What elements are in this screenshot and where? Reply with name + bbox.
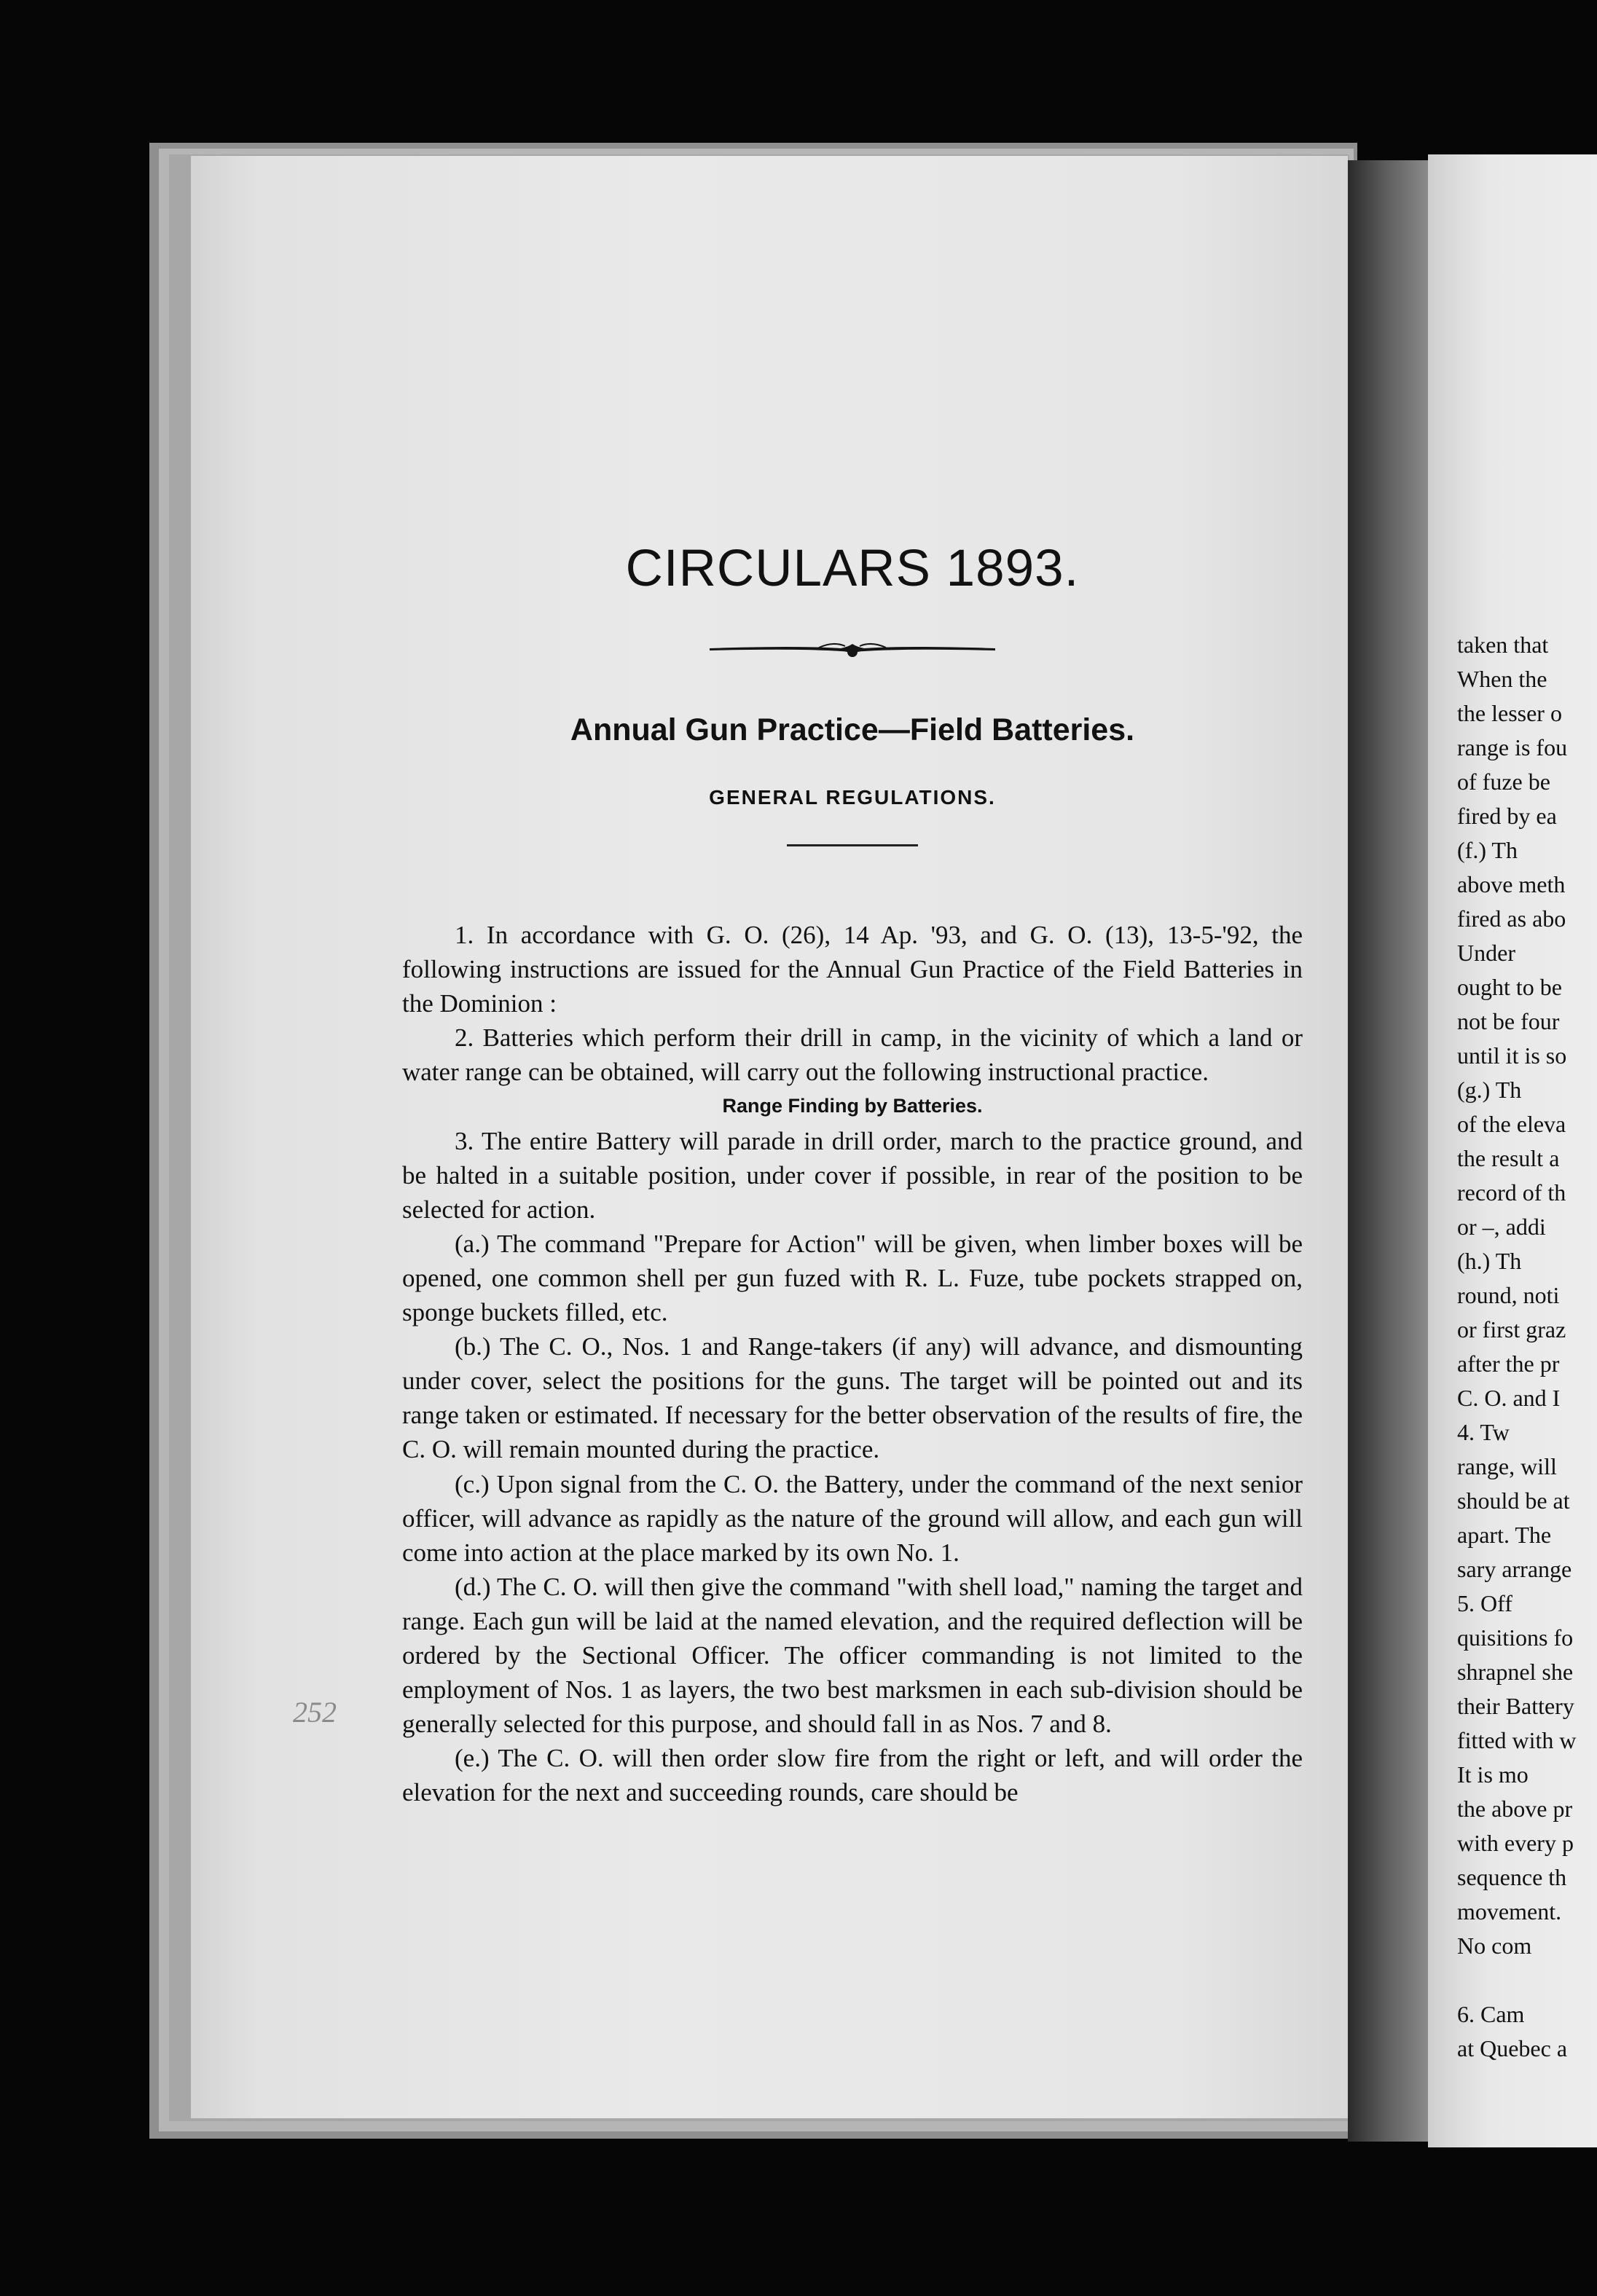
right-page-line: the lesser o bbox=[1457, 700, 1562, 726]
right-page-line: of the eleva bbox=[1457, 1111, 1566, 1137]
right-page-line bbox=[1457, 1963, 1597, 1997]
right-page-line: should be at bbox=[1457, 1487, 1570, 1514]
right-page-line: (f.) Th bbox=[1457, 837, 1518, 863]
right-page-line: 5. Off bbox=[1457, 1590, 1512, 1616]
paragraph-3d: (d.) The C. O. will then give the command "with shell load," naming the target and range. Each gun will be laid at the named elevation, and the required deflection will be ordered by the Sectional Officer. The officer commanding is not limited to the employment of Nos. 1 as layers, the two best marksmen in each sub-division should be generally selected for this purpose, and should fall in as Nos. 7 and 8. bbox=[402, 1572, 1303, 1739]
right-page-line: round, noti bbox=[1457, 1282, 1560, 1308]
right-page-line: record of th bbox=[1457, 1179, 1566, 1206]
right-page-line: When the bbox=[1457, 666, 1547, 692]
right-page-line: not be four bbox=[1457, 1008, 1560, 1034]
paragraph-3c: (c.) Upon signal from the C. O. the Battery, under the command of the next senior officer, will advance as rapidly as the nature of the ground will allow, and each gun will come into action at the place marked by its own No. 1. bbox=[402, 1469, 1303, 1567]
margin-handwritten-note: 252 bbox=[293, 1696, 337, 1729]
right-page-line: apart. The bbox=[1457, 1522, 1552, 1548]
section-heading: GENERAL REGULATIONS. bbox=[709, 786, 996, 809]
right-page-line: until it is so bbox=[1457, 1042, 1567, 1069]
right-page-line: 4. Tw bbox=[1457, 1419, 1510, 1445]
right-page-text bbox=[1457, 628, 1597, 2066]
right-page-line: or –, addi bbox=[1457, 1214, 1546, 1240]
paragraph-3b: (b.) The C. O., Nos. 1 and Range-takers (if any) will advance, and dismounting under cover, select the positions for the guns. The target will be pointed out and its range taken or estimated. If necessary for the better observation of the results of fire, the C. O. will remain mounted during the practice. bbox=[402, 1332, 1303, 1464]
right-page-line: at Quebec a bbox=[1457, 2035, 1568, 2061]
right-page-line: C. O. and I bbox=[1457, 1385, 1561, 1411]
right-page-line: No com bbox=[1457, 1933, 1532, 1959]
right-page-line: after the pr bbox=[1457, 1351, 1560, 1377]
body-text bbox=[402, 918, 1303, 1809]
paragraph-3a: (a.) The command "Prepare for Action" will be given, when limber boxes will be opened, one common shell per gun fuzed with R. L. Fuze, tube pockets strapped on, sponge buckets filled, etc. bbox=[402, 1229, 1303, 1327]
paragraph-3e: (e.) The C. O. will then order slow fire from the right or left, and will order the elevation for the next and succeeding rounds, care should be bbox=[402, 1744, 1303, 1807]
right-page-line: with every p bbox=[1457, 1830, 1574, 1856]
right-page-line: fitted with w bbox=[1457, 1727, 1577, 1753]
right-page-line: their Battery bbox=[1457, 1693, 1574, 1719]
left-page-content bbox=[402, 0, 1303, 2296]
right-page-line: (h.) Th bbox=[1457, 1248, 1522, 1274]
right-page-line: above meth bbox=[1457, 871, 1566, 897]
ornament-divider-icon bbox=[710, 632, 995, 667]
right-page-line: movement. bbox=[1457, 1898, 1562, 1925]
right-page-line: 6. Cam bbox=[1457, 2001, 1525, 2027]
right-page-line: ought to be bbox=[1457, 974, 1562, 1000]
right-page-line: range is fou bbox=[1457, 734, 1568, 760]
article-subtitle: Annual Gun Practice—Field Batteries. bbox=[570, 712, 1135, 747]
right-page-line: range, will bbox=[1457, 1453, 1557, 1479]
book-gutter bbox=[1348, 160, 1428, 2142]
right-page-line: fired as abo bbox=[1457, 905, 1566, 932]
right-page-line: sary arrange bbox=[1457, 1556, 1572, 1582]
page-title: CIRCULARS 1893. bbox=[625, 540, 1080, 597]
right-page-line: fired by ea bbox=[1457, 803, 1557, 829]
right-page-line: quisitions fo bbox=[1457, 1624, 1574, 1651]
divider-rule bbox=[787, 844, 918, 846]
right-page-line: the above pr bbox=[1457, 1796, 1573, 1822]
right-page-line: sequence th bbox=[1457, 1864, 1567, 1890]
right-page-line: the result a bbox=[1457, 1145, 1560, 1171]
right-page-line: shrapnel she bbox=[1457, 1659, 1574, 1685]
right-page bbox=[1428, 154, 1597, 2147]
right-page-line: of fuze be bbox=[1457, 768, 1550, 795]
right-page-line: (g.) Th bbox=[1457, 1077, 1522, 1103]
right-page-line: taken that bbox=[1457, 632, 1549, 658]
paragraph-3: 3. The entire Battery will parade in drill order, march to the practice ground, and be halted in a suitable position, under cover if possible, in rear of the position to be selected for action. bbox=[402, 1126, 1303, 1224]
right-page-line: It is mo bbox=[1457, 1761, 1529, 1788]
right-page-line: or first graz bbox=[1457, 1316, 1566, 1342]
paragraph-2: 2. Batteries which perform their drill in camp, in the vicinity of which a land or water range can be obtained, will carry out the following instructional practice. bbox=[402, 1023, 1303, 1087]
right-page-line: Under bbox=[1457, 940, 1515, 966]
paragraph-1: 1. In accordance with G. O. (26), 14 Ap. '93, and G. O. (13), 13-5-'92, the following instructions are issued for the Annual Gun Practice of the Field Batteries in the Dominion : bbox=[402, 921, 1303, 1018]
subheading-range-finding: Range Finding by Batteries. bbox=[722, 1095, 983, 1117]
